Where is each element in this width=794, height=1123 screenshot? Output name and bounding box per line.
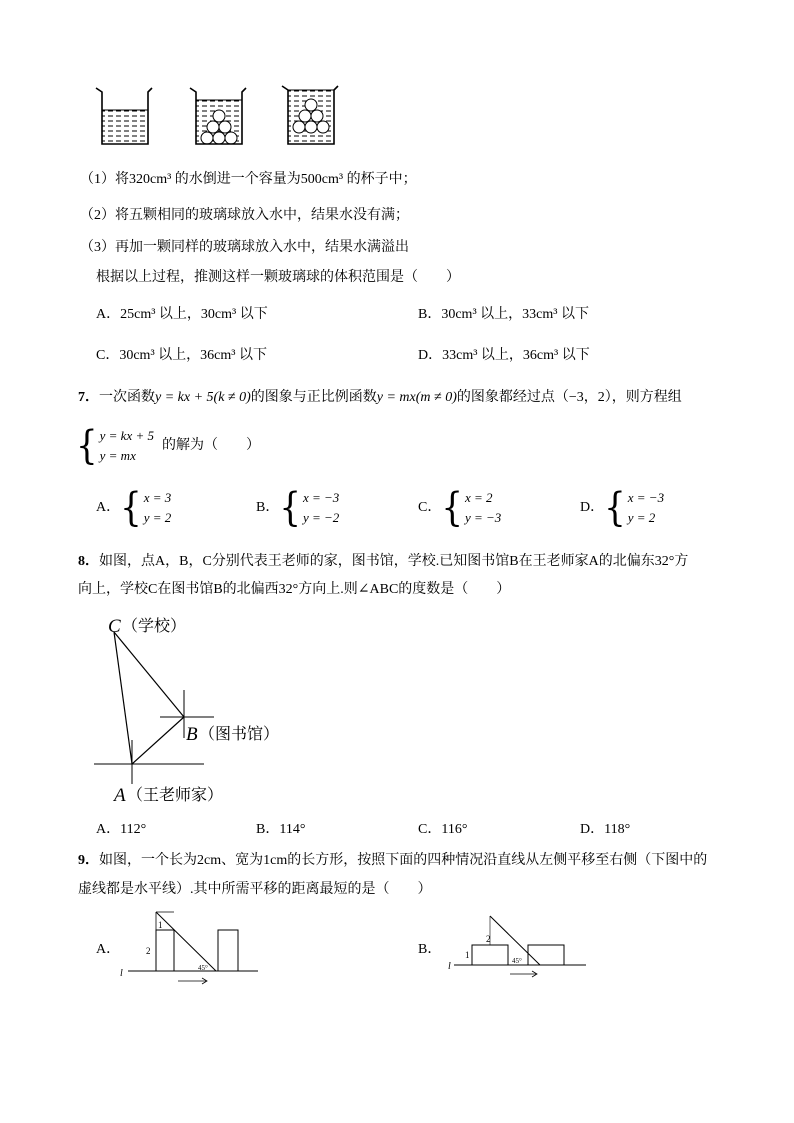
- q7-option-c-label: C．: [418, 500, 442, 515]
- beaker-2: [190, 88, 246, 144]
- q8-figure: [90, 612, 310, 812]
- q9-line2: 虚线都是水平线）.其中所需平移的距离最短的是（ ）: [78, 882, 432, 897]
- q9a-label-angle: 45°: [198, 964, 208, 972]
- q8-line1: [78, 552, 688, 572]
- q6-option-c[interactable]: C．30cm³ 以上，36cm³ 以下: [96, 348, 267, 363]
- q7-option-d[interactable]: [580, 485, 665, 531]
- q8-option-b[interactable]: B．114°: [256, 822, 306, 837]
- q9b-label-angle: 45°: [512, 957, 522, 965]
- q7-text3: 的图象都经过点（−3，2），则方程组: [456, 390, 682, 405]
- q7-option-a-eq1: x = 3: [143, 490, 172, 505]
- q9b-label-w: 2: [486, 934, 491, 944]
- q8-number: 8．: [78, 554, 99, 569]
- beaker-1: [96, 88, 152, 144]
- brace-icon: {: [441, 485, 463, 531]
- beaker-3: [282, 86, 338, 144]
- q7-option-a-eq2: y = 2: [143, 510, 172, 525]
- q9-number: 9．: [78, 853, 99, 868]
- q6-option-b[interactable]: B．30cm³ 以上，33cm³ 以下: [418, 307, 589, 322]
- q7-option-b-eq2: y = −2: [302, 510, 340, 525]
- brace-icon: {: [120, 485, 142, 531]
- q6-option-d[interactable]: D．33cm³ 以上，36cm³ 以下: [418, 348, 590, 363]
- q7-option-d-eq2: y = 2: [627, 510, 656, 525]
- q8-label-c: C: [108, 616, 121, 637]
- q7-number: 7．: [78, 390, 99, 405]
- q8-label-a: A: [114, 785, 126, 806]
- q8-option-d[interactable]: D．118°: [580, 822, 631, 837]
- q9b-label-l: l: [448, 961, 451, 972]
- q9-line1: [78, 851, 707, 871]
- q7-option-b-label: B．: [256, 500, 280, 515]
- q6-option-a[interactable]: A．25cm³ 以上，30cm³ 以下: [96, 307, 268, 322]
- q7-system: [76, 423, 260, 469]
- q6-step3: （3）再加一颗同样的玻璃球放入水中，结果水满溢出: [80, 240, 409, 255]
- q7-option-d-label: D．: [580, 500, 605, 515]
- q6-step2: （2）将五颗相同的玻璃球放入水中，结果水没有满；: [80, 208, 409, 223]
- q9a-label-l: l: [120, 968, 123, 979]
- q8-option-a[interactable]: A．112°: [96, 822, 147, 837]
- q7-option-b[interactable]: [256, 485, 340, 531]
- q6-question: 根据以上过程，推测这样一颗玻璃球的体积范围是（ ）: [96, 270, 460, 285]
- brace-icon: {: [279, 485, 301, 531]
- q8-option-c[interactable]: C．116°: [418, 822, 468, 837]
- q9-option-b[interactable]: B．: [418, 942, 442, 957]
- q6-step1: （1）将320cm³ 的水倒进一个容量为500cm³ 的杯子中；: [80, 172, 417, 187]
- q7-option-c-eq2: y = −3: [464, 510, 502, 525]
- beakers-figure: [92, 84, 342, 150]
- q8-text1: 如图，点A，B，C分别代表王老师的家，图书馆，学校.已知图书馆B在王老师家A的北偏东32°方: [99, 554, 689, 569]
- q7-text2: 的图象与正比例函数: [250, 390, 377, 405]
- q8-label-b: B: [186, 724, 198, 745]
- q9b-label-h: 1: [465, 950, 470, 960]
- q7-option-a-label: A．: [96, 500, 121, 515]
- q7-system-eq1: y = kx + 5: [99, 428, 154, 443]
- q8-line2: 向上，学校C在图书馆B的北偏西32°方向上.则∠ABC的度数是（ ）: [78, 582, 511, 597]
- q8-label-a-name: （王老师家）: [127, 787, 224, 804]
- q7-option-c-eq1: x = 2: [464, 490, 493, 505]
- q7-func1: y = kx + 5(k ≠ 0): [155, 390, 251, 405]
- q7-system-eq2: y = mx: [99, 448, 136, 463]
- q9-figure-b: [444, 914, 594, 978]
- q7-system-suffix: 的解为（ ）: [162, 438, 260, 453]
- q7-text1: 一次函数: [99, 390, 155, 405]
- q8-label-c-name: （学校）: [122, 618, 187, 635]
- brace-icon: {: [604, 485, 626, 531]
- q8-label-b-name: （图书馆）: [199, 726, 280, 743]
- q7-func2: y = mx(m ≠ 0): [376, 390, 457, 405]
- q9a-label-h: 2: [146, 946, 151, 956]
- brace-icon: {: [76, 423, 98, 469]
- q7-line1: [78, 388, 682, 408]
- q9a-label-w: 1: [158, 920, 163, 930]
- q7-option-c[interactable]: [418, 485, 502, 531]
- q9-option-a[interactable]: A．: [96, 942, 121, 957]
- q9-text1: 如图，一个长为2cm、宽为1cm的长方形，按照下面的四种情况沿直线从左侧平移至右侧（下图中的: [99, 853, 708, 868]
- q9-figure-a: [118, 910, 268, 990]
- q7-option-d-eq1: x = −3: [627, 490, 665, 505]
- q7-option-a[interactable]: [96, 485, 172, 531]
- q7-option-b-eq1: x = −3: [302, 490, 340, 505]
